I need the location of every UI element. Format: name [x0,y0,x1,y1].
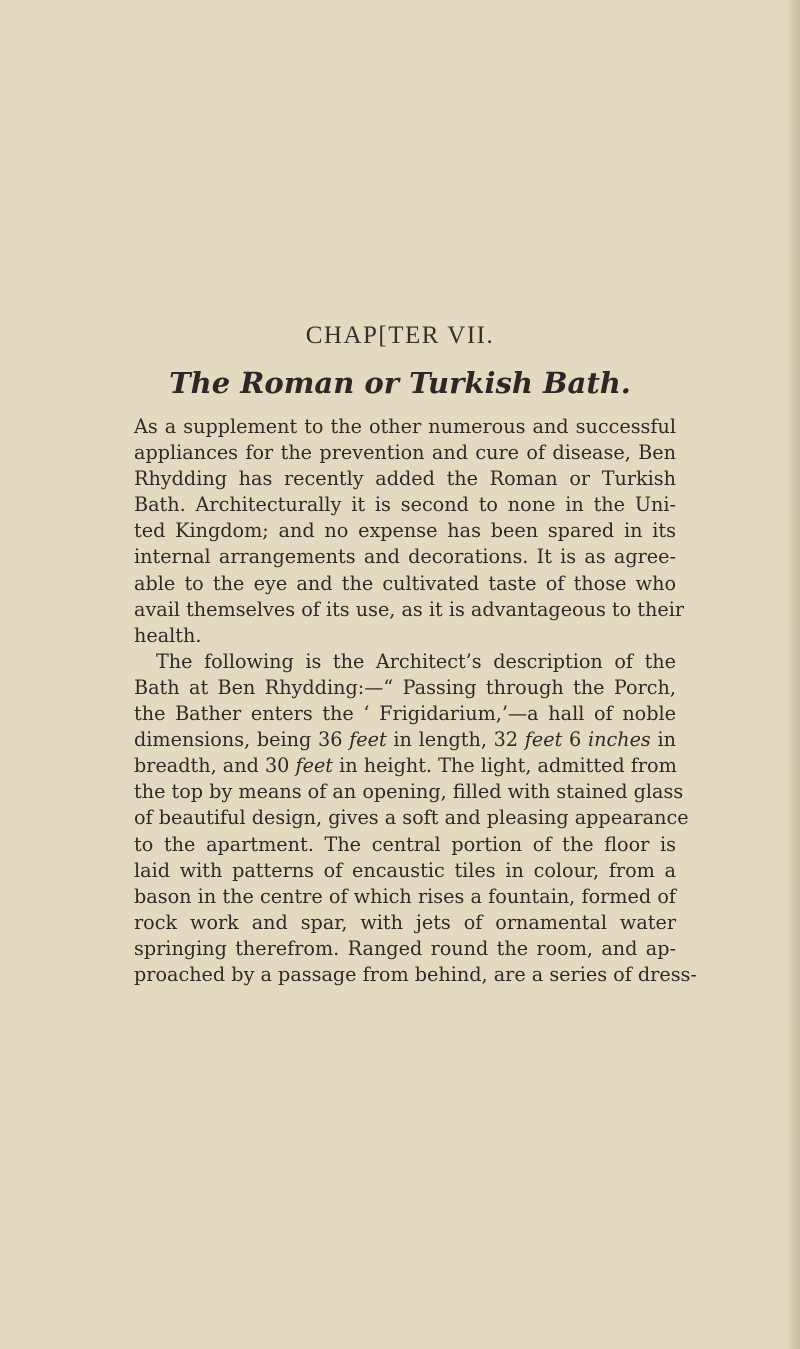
text-line [134,727,676,753]
text-line: proached by a passage from behind, are a series of dress- [134,962,697,986]
text-run: in [650,728,677,752]
text-run-italic: inches [587,728,651,752]
text-line: springing therefrom. Ranged round the room, and ap- [134,936,676,960]
text-line: rock work and spar, with jets of ornamental water [134,910,676,934]
text-line: As a supplement to the other numerous and successful [134,415,676,438]
text-line [134,753,676,779]
text-line: appliances for the prevention and cure of disease, Ben [134,441,676,465]
text-line: the top by means of an opening, filled with stained glass [134,780,684,804]
text-run: in height. The light, admitted from [333,754,677,778]
text-line: Bath at Ben Rhydding:—“ Passing through the Porch, [134,675,676,699]
text-line: the Bather enters the ‘ Frigidarium,’—a hall of noble [134,702,676,726]
text-line: laid with patterns of encaustic tiles in colour, from a [134,858,676,882]
text-run: breadth, and 30 [134,754,296,778]
text-line: The following is the Architect’s description of the [156,649,676,673]
text-run-italic: feet [295,754,334,778]
text-line: able to the eye and the cultivated taste of those who [134,571,676,595]
page-edge-shadow [786,0,800,1349]
text-run-italic: feet [524,728,563,752]
text-line: Rhydding has recently added the Roman or Turkish [134,467,676,491]
text-line: ted Kingdom; and no expense has been spared in its [134,519,676,543]
text-line: to the apartment. The central portion of the floor is [134,832,676,856]
chapter-heading: CHAP[TER VII. [305,322,495,349]
text-run: dimensions, being 36 [134,728,350,752]
text-line: health. [134,623,202,647]
text-line: Bath. Architecturally it is second to none in the Uni- [134,493,676,517]
chapter-title: The Roman or Turkish Bath. [169,366,631,400]
text-run: in length, 32 [386,728,525,752]
text-line: avail themselves of its use, as it is advantageous to their [134,597,685,621]
text-run-italic: feet [349,728,387,752]
text-line: bason in the centre of which rises a fountain, formed of [134,884,676,908]
text-run: 6 [562,728,588,752]
text-line: internal arrangements and decorations. It is as agree- [134,545,676,569]
body-text [134,414,697,988]
text-line: of beautiful design, gives a soft and pleasing appearance [134,806,689,830]
